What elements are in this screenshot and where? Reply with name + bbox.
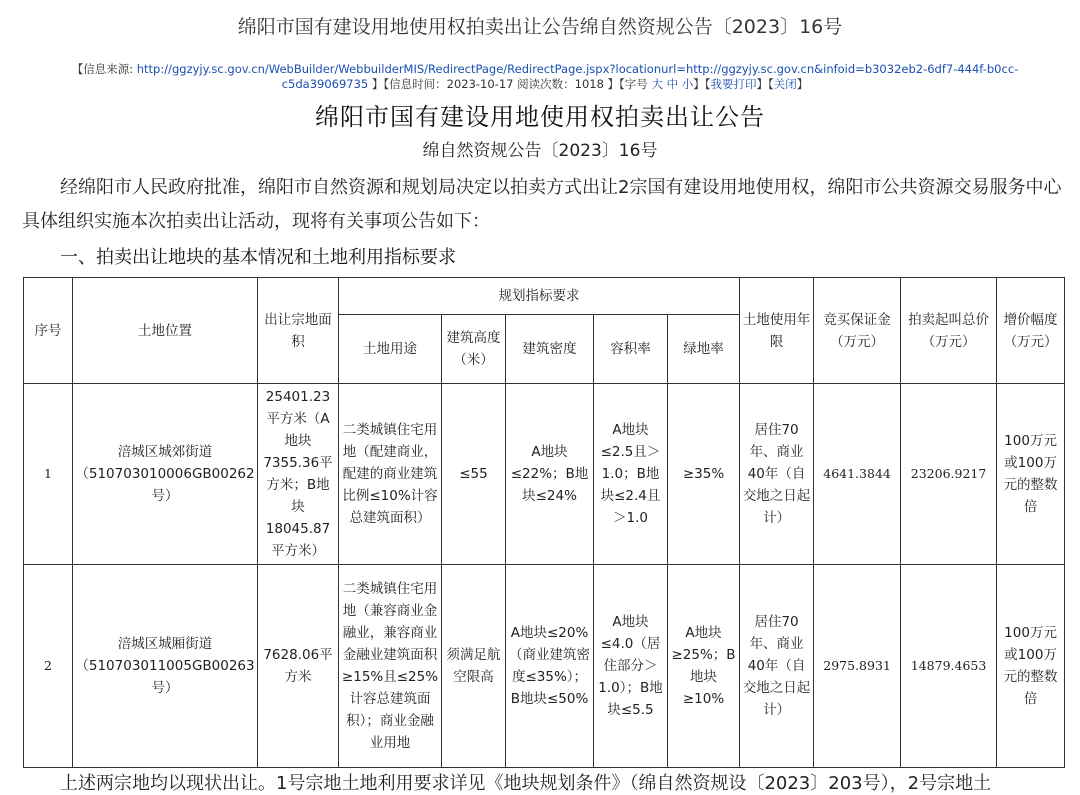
document-number: 绵自然资规公告〔2023〕16号 xyxy=(422,141,658,161)
source-label: 【信息来源: xyxy=(71,62,134,76)
header-start-price: 拍卖起叫总价（万元） xyxy=(901,278,997,384)
cell-height: 须满足航空限高 xyxy=(442,565,506,768)
header-increment: 增价幅度（万元） xyxy=(997,278,1065,384)
source-link[interactable]: http://ggzyjy.sc.gov.cn/WebBuilder/WebbuilderMIS/RedirectPage/RedirectPage.jspx?locationurl=http://ggzyjy.sc.gov.cn&infoid=b3032eb2-6df7-444f-b0cc-c5da39069735 xyxy=(136,62,1019,91)
close-link[interactable]: 关闭 xyxy=(773,77,797,91)
header-use: 土地用途 xyxy=(339,315,442,384)
cell-use: 二类城镇住宅用地（配建商业，配建的商业建筑比例≤10%计容总建筑面积） xyxy=(339,384,442,565)
cell-term: 居住70年、商业40年（自交地之日起计） xyxy=(740,384,814,565)
cell-term: 居住70年、商业40年（自交地之日起计） xyxy=(740,565,814,768)
header-term: 土地使用年限 xyxy=(740,278,814,384)
intro-paragraph: 经绵阳市人民政府批准，绵阳市自然资源和规划局决定以拍卖方式出让2宗国有建设用地使用权，绵阳市公共资源交易服务中心具体组织实施本次拍卖出让活动，现将有关事项公告如下： xyxy=(22,177,1062,232)
table-row xyxy=(24,384,1065,565)
cell-height: ≤55 xyxy=(442,384,506,565)
header-area: 出让宗地面积 xyxy=(258,278,339,384)
header-plan-group: 规划指标要求 xyxy=(339,278,740,315)
font-size-large-link[interactable]: 大 xyxy=(651,77,663,91)
cell-area: 7628.06平方米 xyxy=(258,565,339,768)
header-location: 土地位置 xyxy=(73,278,258,384)
cell-seq: 1 xyxy=(24,384,73,565)
document-title: 绵阳市国有建设用地使用权拍卖出让公告 xyxy=(315,103,765,131)
cell-density: A地块≤20%（商业建筑密度≤35%）；B地块≤50% xyxy=(506,565,594,768)
cell-location: 涪城区城厢街道（510703011005GB00263号） xyxy=(73,565,258,768)
font-size-small-link[interactable]: 小 xyxy=(681,77,694,91)
land-info-table xyxy=(23,277,1065,768)
cell-start-price: 23206.9217 xyxy=(901,384,997,565)
cell-green: ≥35% xyxy=(668,384,740,565)
cell-far: A地块≤4.0（居住部分＞1.0）；B地块≤5.5 xyxy=(594,565,668,768)
table-row xyxy=(24,565,1065,768)
cell-start-price: 14879.4653 xyxy=(901,565,997,768)
info-time-text: 】【信息时间：2023-10-17 阅读次数：1018 】【字号 xyxy=(371,77,648,91)
cell-location: 涪城区城郊街道（510703010006GB00262号） xyxy=(73,384,258,565)
cell-deposit: 2975.8931 xyxy=(814,565,901,768)
cell-density: A地块≤22%；B地块≤24% xyxy=(506,384,594,565)
cell-far: A地块≤2.5且＞1.0；B地块≤2.4且＞1.0 xyxy=(594,384,668,565)
print-link[interactable]: 我要打印 xyxy=(710,77,757,91)
font-size-medium-link[interactable]: 中 xyxy=(666,77,679,91)
page-title: 绵阳市国有建设用地使用权拍卖出让公告绵自然资规公告〔2023〕16号 xyxy=(237,16,843,38)
info-meta-bar: 【信息来源: http://ggzyjy.sc.gov.cn/WebBuilder/WebbuilderMIS/RedirectPage/RedirectPage.jspx?locationurl=http://ggzyjy.sc.gov.cn&infoid=b3032eb2-6df7-444f-b0cc-c5da39069735 】【信息时间：2023-10-17 阅读次数：1018 】【字号 大 中 小】【我要打印】【关闭】 xyxy=(71,62,1019,91)
cell-green: A地块≥25%；B地块≥10% xyxy=(668,565,740,768)
header-green: 绿地率 xyxy=(668,315,740,384)
cell-deposit: 4641.3844 xyxy=(814,384,901,565)
header-density: 建筑密度 xyxy=(506,315,594,384)
header-far: 容积率 xyxy=(594,315,668,384)
cell-increment: 100万元或100万元的整数倍 xyxy=(997,565,1065,768)
cell-use: 二类城镇住宅用地（兼容商业金融业，兼容商业金融业建筑面积≥15%且≤25%计容总建筑面积）；商业金融业用地 xyxy=(339,565,442,768)
header-height: 建筑高度（米） xyxy=(442,315,506,384)
cell-seq: 2 xyxy=(24,565,73,768)
section-heading: 一、拍卖出让地块的基本情况和土地利用指标要求 xyxy=(60,247,456,268)
cell-increment: 100万元或100万元的整数倍 xyxy=(997,384,1065,565)
header-seq: 序号 xyxy=(24,278,73,384)
continuation-paragraph: 上述两宗地均以现状出让。1号宗地土地利用要求详见《地块规划条件》（绵自然资规设〔2023〕203号），2号宗地土 xyxy=(60,773,992,794)
header-deposit: 竞买保证金（万元） xyxy=(814,278,901,384)
cell-area: 25401.23平方米（A地块7355.36平方米；B地块18045.87平方米） xyxy=(258,384,339,565)
